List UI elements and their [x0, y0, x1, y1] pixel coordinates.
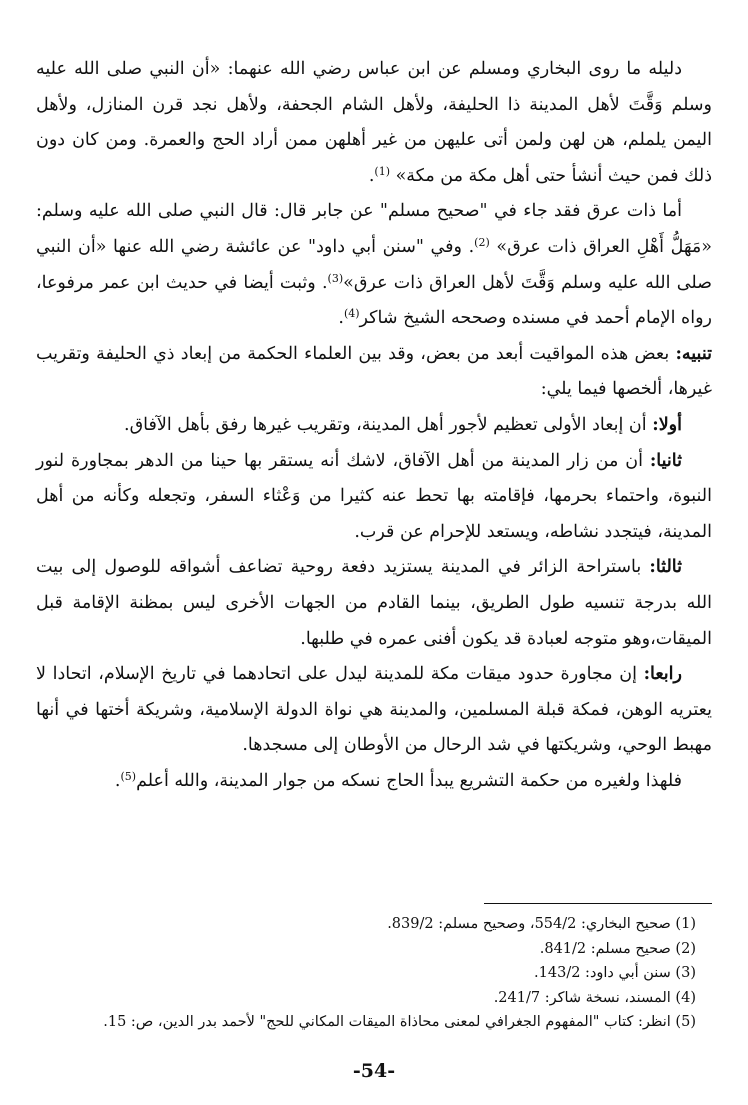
- paragraph-text: باستراحة الزائر في المدينة يستزيد دفعة روحية تضاعف أشواقه للوصول إلى بيت الله بدرجة تنسيه طول الطريق، بينما القادم من الجهات الأخرى ليس بمظنة الإقامة قبل الميقات،وهو متوجه لعبادة قد يكون أفنى عمره في طلبها.: [36, 557, 712, 649]
- footnote-ref[interactable]: (2): [474, 235, 490, 249]
- footnote-1: (1) صحيح البخاري: 554/2، وصحيح مسلم: 839/2.: [387, 916, 696, 932]
- paragraph-note: [36, 337, 712, 408]
- paragraph-label: ثالثا:: [649, 557, 682, 578]
- paragraph-label: رابعا:: [643, 664, 682, 685]
- paragraph-text: أن من زار المدينة من أهل الآفاق، لاشك أنه يستقر بها حينا من الدهر بمجاورة لنور النبوة، واحتماء بحرمها، فإقامته بها تحط عنه كثيرا من وَعْثاء السفر، وتجعله وكأنه من أهل المدينة، فيتجدد نشاطه، ويستعد للإحرام عن قرب.: [36, 450, 712, 542]
- footnote-2: (2) صحيح مسلم: 841/2.: [539, 940, 696, 957]
- paragraph-end: .: [338, 308, 344, 329]
- paragraph-text: أن إبعاد الأولى تعظيم لأجور أهل المدينة، وتقريب غيرها رفق بأهل الآفاق.: [124, 414, 647, 435]
- paragraph-text-continued: . وثبت أيضا في حديث ابن عمر مرفوعا، رواه الإمام أحمد في مسنده وصححه الشيخ شاكر: [36, 272, 712, 329]
- paragraph-second: [36, 444, 712, 551]
- paragraph-end: .: [114, 770, 121, 791]
- footnote-4: (4) المسند، نسخة شاكر: 241/7.: [493, 989, 696, 1006]
- paragraph-text: إن مجاورة حدود ميقات مكة للمدينة ليدل على اتحادهما في تاريخ الإسلام، اتحادا لا يعتريه الوهن، فمكة قبلة المسلمين، والمدينة هي نواة الدولة الإسلامية، وشريكة أختها في أنها مهبط الوحي، وشريكتها في شد الرحال من الأوطان إلى مسجدها.: [36, 664, 712, 756]
- footnote-ref[interactable]: (3): [327, 271, 344, 285]
- footnote-ref[interactable]: (1): [374, 164, 390, 178]
- paragraph-text-continued: . وفي "سنن أبي داود" عن عائشة رضي الله عنها «أن النبي صلى الله عليه وسلم وَقَّتَ لأهل العراق ذات عرق»: [36, 236, 712, 293]
- paragraph-end: .: [368, 165, 375, 186]
- paragraph-text: فلهذا ولغيره من حكمة التشريع يبدأ الحاج نسكه من جوار المدينة، والله أعلم: [136, 770, 682, 791]
- paragraph-dhat-irq: [36, 194, 712, 336]
- main-text: [36, 52, 712, 799]
- paragraph-fourth: [36, 657, 712, 764]
- paragraph-first: [36, 408, 712, 444]
- page-number: -54-: [352, 1060, 396, 1082]
- footnotes: [36, 912, 696, 1035]
- paragraph-text: بعض هذه المواقيت أبعد من بعض، وقد بين العلماء الحكمة من إبعاد ذي الحليفة وتقريب غيرها، ألخصها فيما يلي:: [36, 343, 712, 400]
- footnote-5: (5) انظر: كتاب "المفهوم الجغرافي لمعنى محاذاة الميقات المكاني للحج" لأحمد بدر الدين، ص: 15.: [103, 1014, 696, 1031]
- paragraph-label: ثانيا:: [649, 450, 682, 471]
- paragraph-evidence: [36, 52, 712, 194]
- paragraph-third: [36, 550, 712, 657]
- paragraph-label: أولا:: [652, 414, 682, 435]
- footnote-divider: [484, 903, 712, 904]
- paragraph-conclusion: [36, 764, 712, 800]
- paragraph-label: تنبيه:: [675, 343, 712, 364]
- footnote-ref[interactable]: (5): [120, 769, 137, 783]
- paragraph-text: دليله ما روى البخاري ومسلم عن ابن عباس رضي الله عنهما: «أن النبي صلى الله عليه وسلم وَقَّتَ لأهل المدينة ذا الحليفة، ولأهل الشام الجحفة، ولأهل نجد قرن المنازل، ولأهل اليمن يلملم، هن لهن ولمن أتى عليهن من غير أهلهن ممن أراد الحج والعمرة. ومن كان دون ذلك فمن حيث أنشأ حتى أهل مكة من مكة»: [36, 59, 712, 186]
- footnote-ref[interactable]: (4): [343, 307, 360, 321]
- paragraph-text: أما ذات عرق فقد جاء في "صحيح مسلم" عن جابر قال: قال النبي صلى الله عليه وسلم: «مَهَلُّ أَهْلِ العراق ذات عرق»: [36, 201, 712, 257]
- footnote-3: (3) سنن أبي داود: 143/2.: [534, 965, 696, 982]
